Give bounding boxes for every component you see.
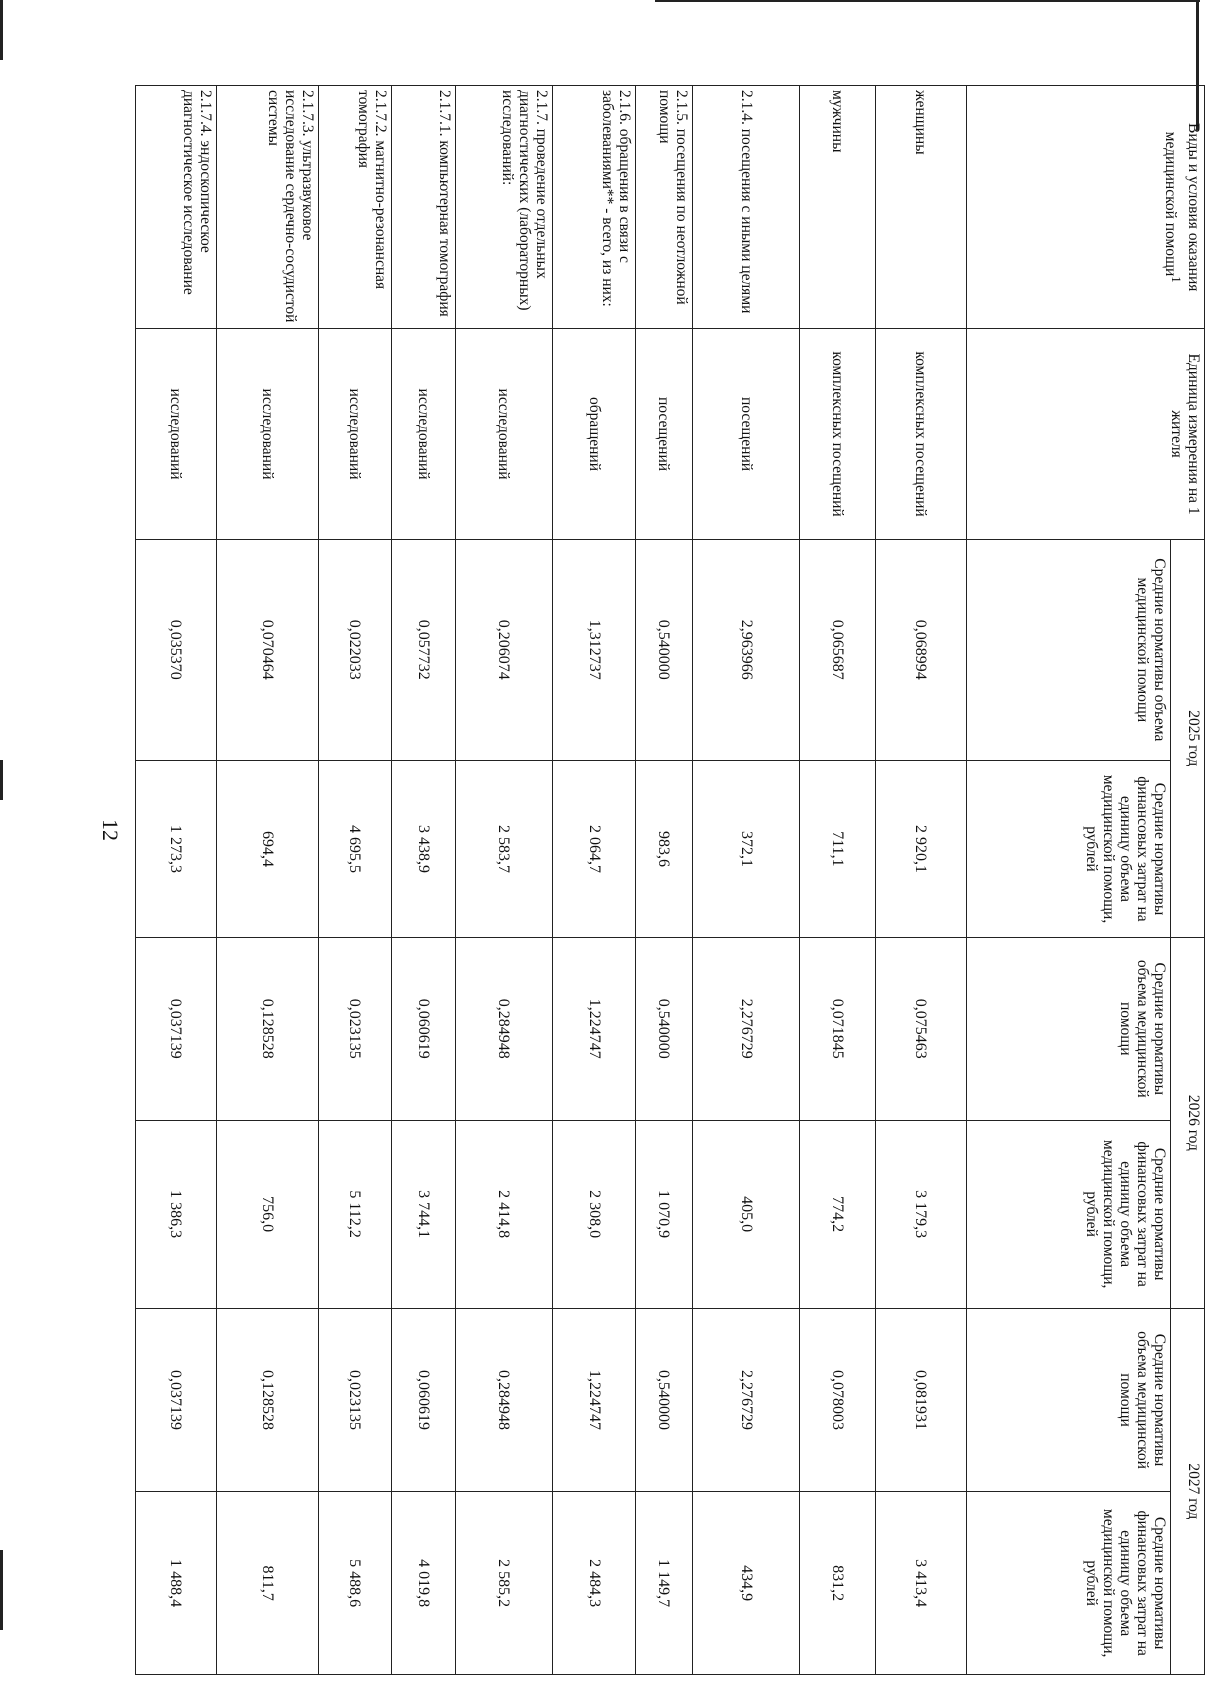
cell-2026-volume: 0,540000 — [636, 938, 692, 1121]
cell-2026-volume: 0,023135 — [318, 938, 391, 1121]
cell-2026-volume: 0,071845 — [800, 938, 875, 1121]
cell-2025-volume: 0,206074 — [456, 539, 553, 760]
header-2025-cost: Средние нормативы финансовых затрат на единицу объема медицинской помощи, рублей — [967, 760, 1171, 937]
cell-2026-volume: 0,037139 — [136, 938, 217, 1121]
row-name: 2.1.7.1. компьютерная томография — [391, 86, 456, 329]
row-name: 2.1.7. проведение отдельных диагностических (лабораторных) исследований: — [456, 86, 553, 329]
row-name: 2.1.4. посещения с иными целями — [692, 86, 800, 329]
cell-2026-volume: 1,224747 — [552, 938, 635, 1121]
cell-2026-cost: 756,0 — [216, 1120, 318, 1308]
scan-edge-mark — [0, 1550, 3, 1630]
header-year-2026: 2026 год — [1171, 938, 1205, 1309]
cell-2025-volume: 0,540000 — [636, 539, 692, 760]
header-type-of-care: Виды и условия оказания медицинской помощи$^1$ — [967, 86, 1205, 329]
row-unit: обращений — [552, 329, 635, 539]
scan-edge-mark — [0, 0, 3, 60]
row-unit: посещений — [636, 329, 692, 539]
cell-2026-volume: 0,060619 — [391, 938, 456, 1121]
row-name: мужчины — [800, 86, 875, 329]
cell-2027-cost: 1 149,7 — [636, 1492, 692, 1675]
cell-2025-volume: 0,070464 — [216, 539, 318, 760]
row-name: 2.1.7.2. магнитно-резонансная томография — [318, 86, 391, 329]
medical-norms-table — [135, 85, 1205, 1675]
cell-2025-volume: 0,068994 — [875, 539, 966, 760]
table-row — [318, 86, 391, 1675]
header-unit: Единица измерения на 1 жителя — [967, 329, 1205, 539]
row-unit: комплексных посещений — [800, 329, 875, 539]
cell-2027-cost: 3 413,4 — [875, 1492, 966, 1675]
cell-2025-volume: 0,057732 — [391, 539, 456, 760]
cell-2026-cost: 3 744,1 — [391, 1120, 456, 1308]
cell-2025-cost: 2 583,7 — [456, 760, 553, 937]
cell-2027-cost: 831,2 — [800, 1492, 875, 1675]
cell-2025-cost: 983,6 — [636, 760, 692, 937]
row-name: женщины — [875, 86, 966, 329]
cell-2027-volume: 0,037139 — [136, 1308, 217, 1492]
table-row — [136, 86, 217, 1675]
row-name: 2.1.6. обращения в связи с заболеваниями** - всего, из них: — [552, 86, 635, 329]
row-unit: исследований — [318, 329, 391, 539]
cell-2026-cost: 1 386,3 — [136, 1120, 217, 1308]
header-2027-volume: Средние нормативы объема медицинской помощи — [967, 1308, 1171, 1492]
cell-2027-volume: 0,060619 — [391, 1308, 456, 1492]
cell-2027-volume: 0,540000 — [636, 1308, 692, 1492]
cell-2026-volume: 2,276729 — [692, 938, 800, 1121]
cell-2027-cost: 5 488,6 — [318, 1492, 391, 1675]
cell-2025-volume: 1,312737 — [552, 539, 635, 760]
cell-2026-volume: 0,075463 — [875, 938, 966, 1121]
cell-2026-cost: 5 112,2 — [318, 1120, 391, 1308]
cell-2027-volume: 0,284948 — [456, 1308, 553, 1492]
cell-2025-cost: 2 064,7 — [552, 760, 635, 937]
cell-2025-volume: 0,065687 — [800, 539, 875, 760]
cell-2027-cost: 811,7 — [216, 1492, 318, 1675]
cell-2026-cost: 2 414,8 — [456, 1120, 553, 1308]
cell-2025-cost: 1 273,3 — [136, 760, 217, 937]
rotated-table-wrapper — [135, 85, 1205, 1675]
page-number: 12 — [98, 819, 123, 841]
table-row — [216, 86, 318, 1675]
cell-2025-volume: 2,963966 — [692, 539, 800, 760]
table-row — [692, 86, 800, 1675]
table-row — [456, 86, 553, 1675]
header-2025-volume: Средние нормативы объема медицинской помощи — [967, 539, 1171, 760]
cell-2026-cost: 405,0 — [692, 1120, 800, 1308]
cell-2027-cost: 1 488,4 — [136, 1492, 217, 1675]
table-row — [800, 86, 875, 1675]
cell-2027-volume: 0,023135 — [318, 1308, 391, 1492]
row-unit: исследований — [391, 329, 456, 539]
header-2026-volume: Средние нормативы объема медицинской помощи — [967, 938, 1171, 1121]
row-unit: исследований — [136, 329, 217, 539]
cell-2027-volume: 0,078003 — [800, 1308, 875, 1492]
cell-2026-cost: 3 179,3 — [875, 1120, 966, 1308]
row-unit: исследований — [456, 329, 553, 539]
table-row — [875, 86, 966, 1675]
header-2026-cost: Средние нормативы финансовых затрат на единицу объема медицинской помощи, рублей — [967, 1120, 1171, 1308]
cell-2025-cost: 3 438,9 — [391, 760, 456, 937]
table-row — [636, 86, 692, 1675]
cell-2025-cost: 4 695,5 — [318, 760, 391, 937]
row-name: 2.1.7.3. ультразвуковое исследование сердечно-сосудистой системы — [216, 86, 318, 329]
cell-2026-cost: 774,2 — [800, 1120, 875, 1308]
table-row — [391, 86, 456, 1675]
cell-2027-cost: 434,9 — [692, 1492, 800, 1675]
cell-2026-cost: 1 070,9 — [636, 1120, 692, 1308]
cell-2026-volume: 0,284948 — [456, 938, 553, 1121]
header-year-2027: 2027 год — [1171, 1308, 1205, 1674]
cell-2027-volume: 2,276729 — [692, 1308, 800, 1492]
row-unit: комплексных посещений — [875, 329, 966, 539]
table-row — [552, 86, 635, 1675]
cell-2025-cost: 2 920,1 — [875, 760, 966, 937]
row-unit: исследований — [216, 329, 318, 539]
cell-2027-volume: 0,128528 — [216, 1308, 318, 1492]
cell-2027-cost: 2 484,3 — [552, 1492, 635, 1675]
row-unit: посещений — [692, 329, 800, 539]
scan-edge-mark — [655, 0, 1200, 2]
scan-edge-mark — [0, 760, 3, 800]
cell-2025-cost: 372,1 — [692, 760, 800, 937]
cell-2026-cost: 2 308,0 — [552, 1120, 635, 1308]
cell-2026-volume: 0,128528 — [216, 938, 318, 1121]
cell-2027-volume: 0,081931 — [875, 1308, 966, 1492]
cell-2025-cost: 711,1 — [800, 760, 875, 937]
cell-2025-volume: 0,035370 — [136, 539, 217, 760]
cell-2027-volume: 1,224747 — [552, 1308, 635, 1492]
cell-2025-cost: 694,4 — [216, 760, 318, 937]
row-name: 2.1.7.4. эндоскопическое диагностическое исследование — [136, 86, 217, 329]
cell-2027-cost: 4 019,8 — [391, 1492, 456, 1675]
header-year-2025: 2025 год — [1171, 539, 1205, 937]
header-2027-cost: Средние нормативы финансовых затрат на единицу объема медицинской помощи, рублей — [967, 1492, 1171, 1675]
row-name: 2.1.5. посещения по неотложной помощи — [636, 86, 692, 329]
cell-2025-volume: 0,022033 — [318, 539, 391, 760]
cell-2027-cost: 2 585,2 — [456, 1492, 553, 1675]
